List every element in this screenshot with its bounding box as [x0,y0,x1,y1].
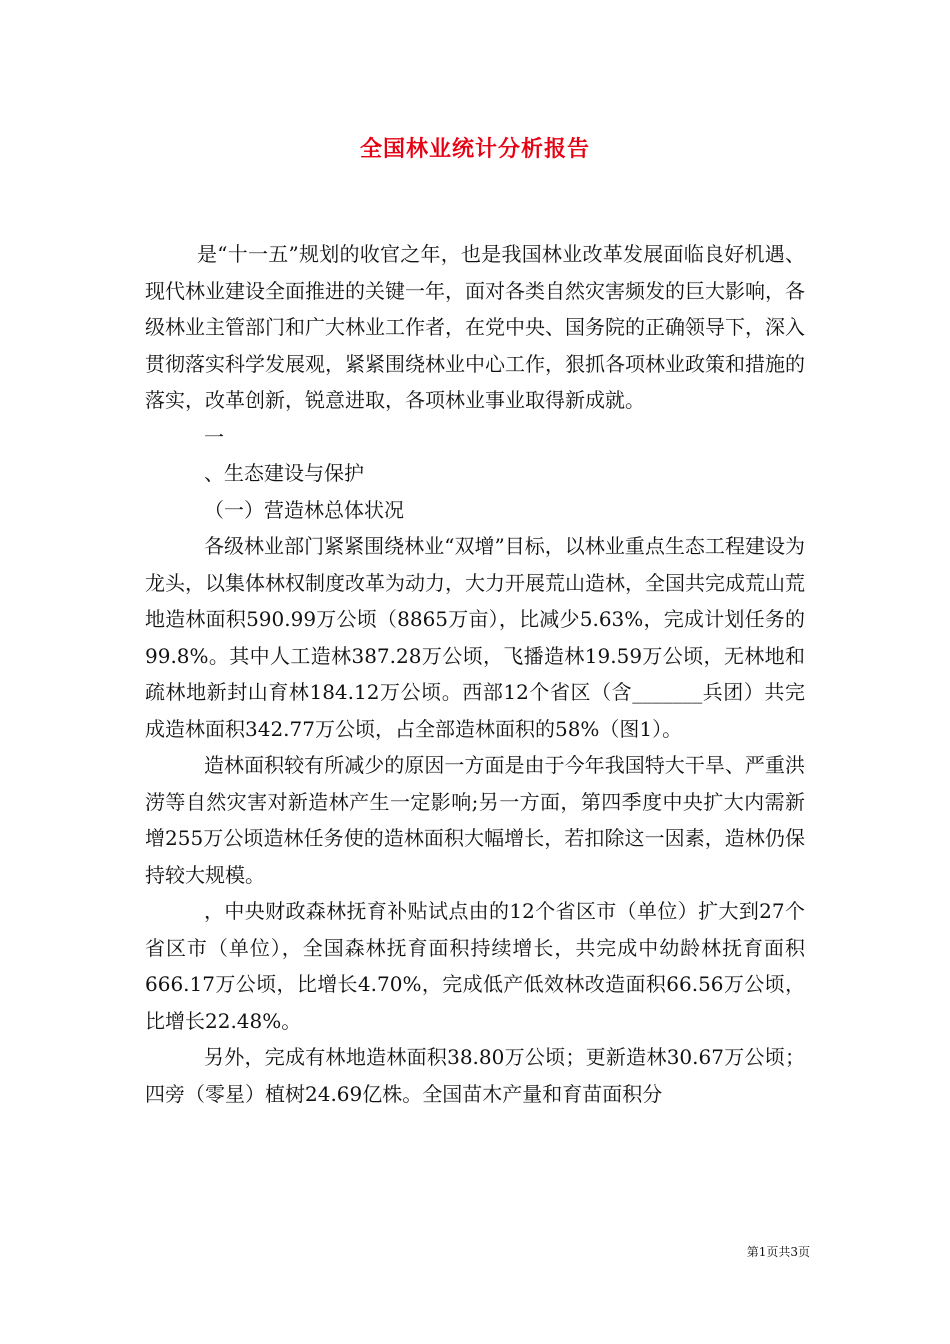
document-body [145,236,805,1112]
paragraph-intro: 是“十一五”规划的收官之年，也是我国林业改革发展面临良好机遇、现代林业建设全面推进的关键一年，面对各类自然灾害频发的巨大影响，各级林业主管部门和广大林业工作者，在党中央、国务院的正确领导下，深入贯彻落实科学发展观，紧紧围绕林业中心工作，狠抓各项林业政策和措施的落实，改革创新，锐意进取，各项林业事业取得新成就。 [145,242,805,412]
section-number: 一 [204,424,224,449]
subsection-heading: （一）营造林总体状况 [204,497,404,522]
section-heading: 、生态建设与保护 [204,461,364,485]
document-title: 全国林业统计分析报告 [359,136,590,162]
paragraph-afforestation: 各级林业部门紧紧围绕林业“双增”目标，以林业重点生态工程建设为龙头，以集体林权制度改革为动力，大力开展荒山造林，全国共完成荒山荒地造林面积590.99万公顷（8865万亩），比减少5.63%，完成计划任务的99.8%。其中人工造林387.28万公顷，飞播造林19.59万公顷，无林地和疏林地新封山育林184.12万公顷。西部12个省区（含_______兵团）共完成造林面积342.77万公顷，占全部造林面积的58%（图1）。 [145,534,805,741]
page-number: 第1页共3页 [746,1245,810,1259]
paragraph-reasons: 造林面积较有所减少的原因一方面是由于今年我国特大干旱、严重洪涝等自然灾害对新造林产生一定影响;另一方面，第四季度中央扩大内需新增255万公顷造林任务使的造林面积大幅增长，若扣除这一因素，造林仍保持较大规模。 [145,753,805,887]
paragraph-tending: ，中央财政森林抚育补贴试点由的12个省区市（单位）扩大到27个省区市（单位），全国森林抚育面积持续增长，共完成中幼龄林抚育面积666.17万公顷，比增长4.70%，完成低产低效林改造面积66.56万公顷，比增长22.48%。 [145,899,805,1033]
paragraph-additional: 另外，完成有林地造林面积38.80万公顷；更新造林30.67万公顷；四旁（零星）植树24.69亿株。全国苗木产量和育苗面积分 [145,1045,805,1106]
